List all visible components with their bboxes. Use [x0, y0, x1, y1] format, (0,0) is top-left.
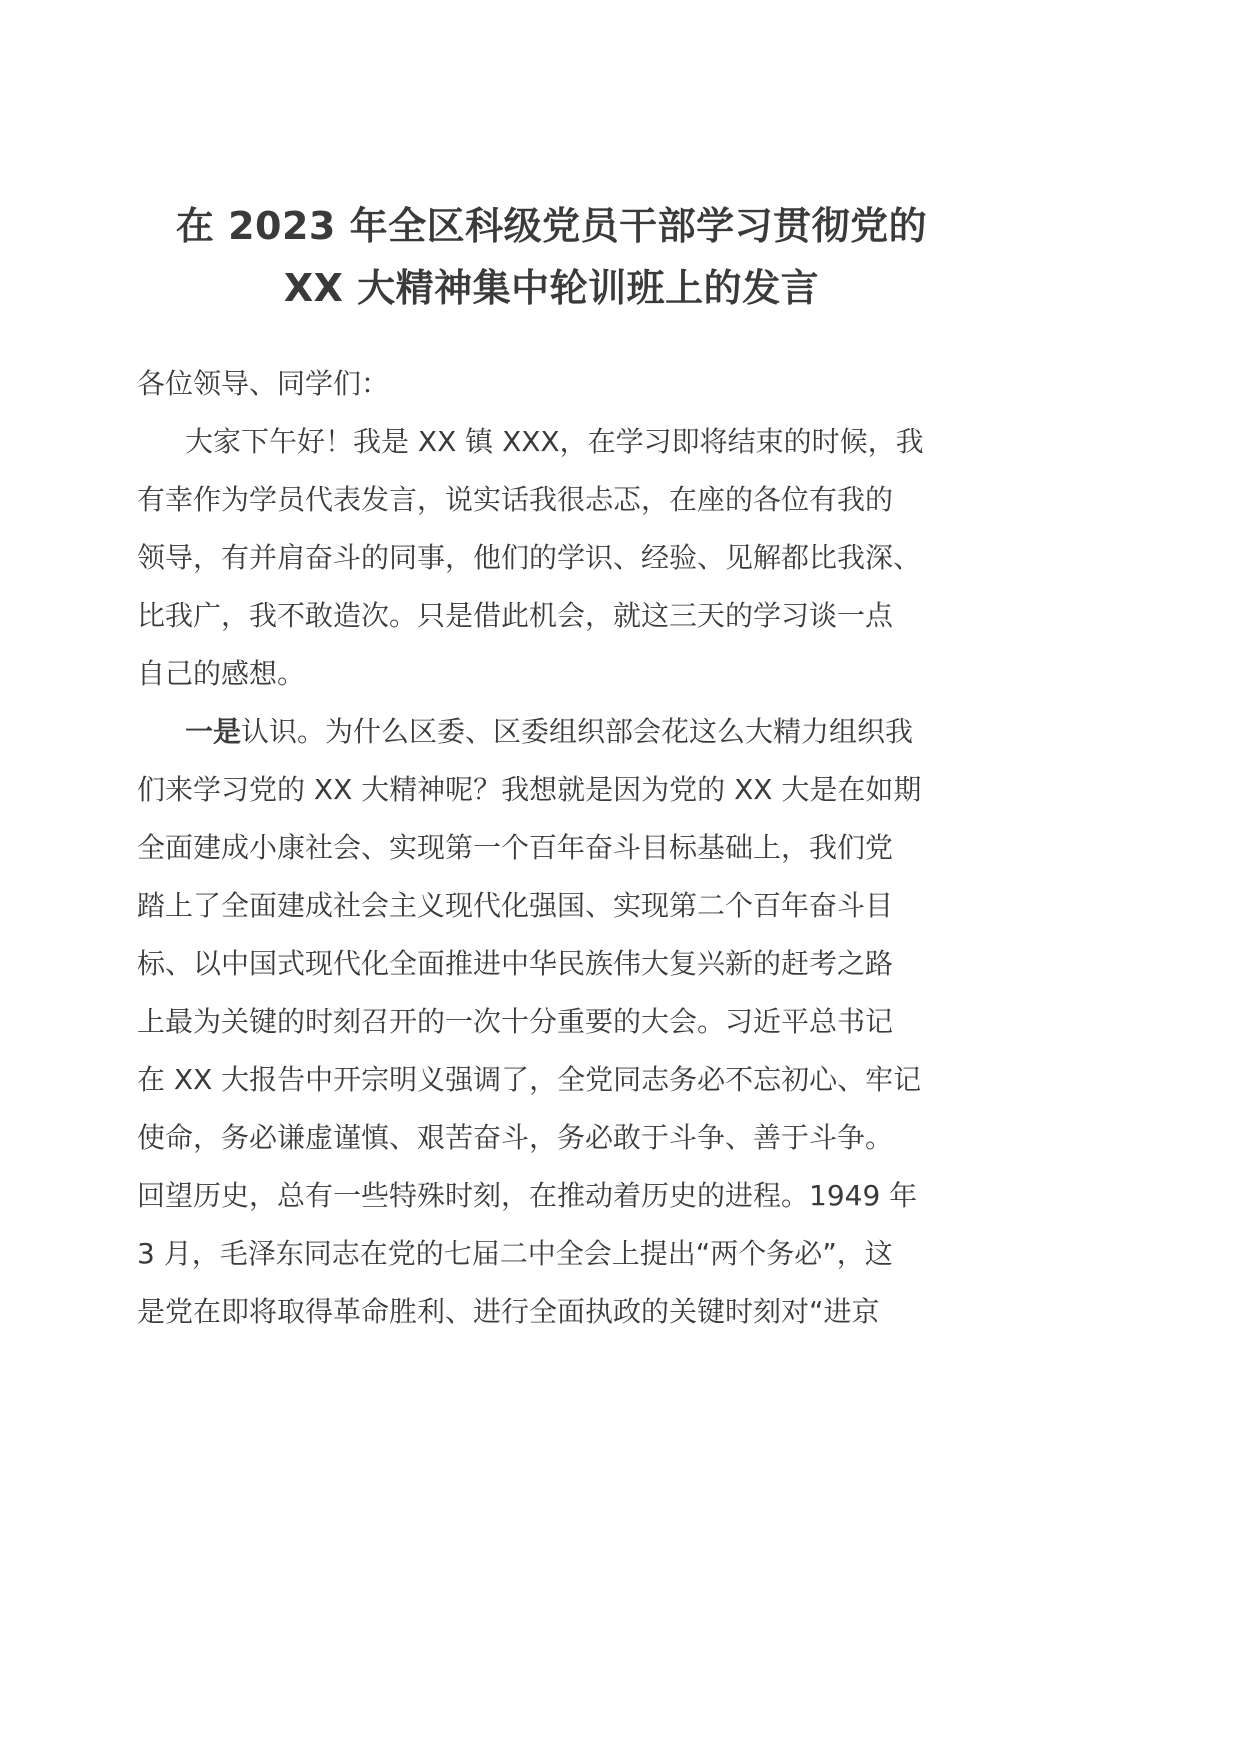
paragraph-1-line: 比我广，我不敢造次。只是借此机会，就这三天的学习谈一点	[137, 599, 894, 632]
paragraph-1-line: 领导，有并肩奋斗的同事，他们的学识、经验、见解都比我深、	[137, 541, 922, 574]
paragraph-2-line: 使命，务必谦虚谨慎、艰苦奋斗，务必敢于斗争、善于斗争。	[137, 1121, 894, 1154]
paragraph-2-line: 3 月，毛泽东同志在党的七届二中全会上提出“两个务必”，这	[137, 1237, 893, 1270]
salutation: 各位领导、同学们：	[137, 367, 390, 400]
paragraph-1-line: 大家下午好！我是 XX 镇 XXX，在学习即将结束的时候，我	[185, 425, 924, 458]
paragraph-2-line: 在 XX 大报告中开宗明义强调了，全党同志务必不忘初心、牢记	[137, 1063, 922, 1096]
paragraph-2-line: 全面建成小康社会、实现第一个百年奋斗目标基础上，我们党	[137, 831, 894, 864]
paragraph-2-line: 踏上了全面建成社会主义现代化强国、实现第二个百年奋斗目	[137, 889, 894, 922]
paragraph-2-first-line	[137, 703, 967, 761]
document-title	[100, 195, 1003, 319]
paragraph-2	[137, 703, 967, 1341]
title-line-1: 在 2023 年全区科级党员干部学习贯彻党的	[175, 204, 928, 248]
paragraph-1	[137, 413, 967, 703]
paragraph-2-first-line-text: 认识。为什么区委、区委组织部会花这么大精力组织我	[241, 715, 914, 748]
title-line-2: XX 大精神集中轮训班上的发言	[283, 266, 820, 310]
document-body	[137, 355, 967, 1341]
paragraph-2-line: 回望历史，总有一些特殊时刻，在推动着历史的进程。1949 年	[137, 1179, 918, 1212]
paragraph-1-line: 有幸作为学员代表发言，说实话我很忐忑，在座的各位有我的	[137, 483, 894, 516]
paragraph-2-line: 上最为关键的时刻召开的一次十分重要的大会。习近平总书记	[137, 1005, 894, 1038]
paragraph-2-line: 标、以中国式现代化全面推进中华民族伟大复兴新的赶考之路	[137, 947, 894, 980]
paragraph-2-lead: 一是	[185, 715, 242, 748]
paragraph-2-line: 们来学习党的 XX 大精神呢？我想就是因为党的 XX 大是在如期	[137, 773, 922, 806]
paragraph-2-line: 是党在即将取得革命胜利、进行全面执政的关键时刻对“进京	[137, 1295, 880, 1328]
paragraph-1-line: 自己的感想。	[137, 657, 306, 690]
